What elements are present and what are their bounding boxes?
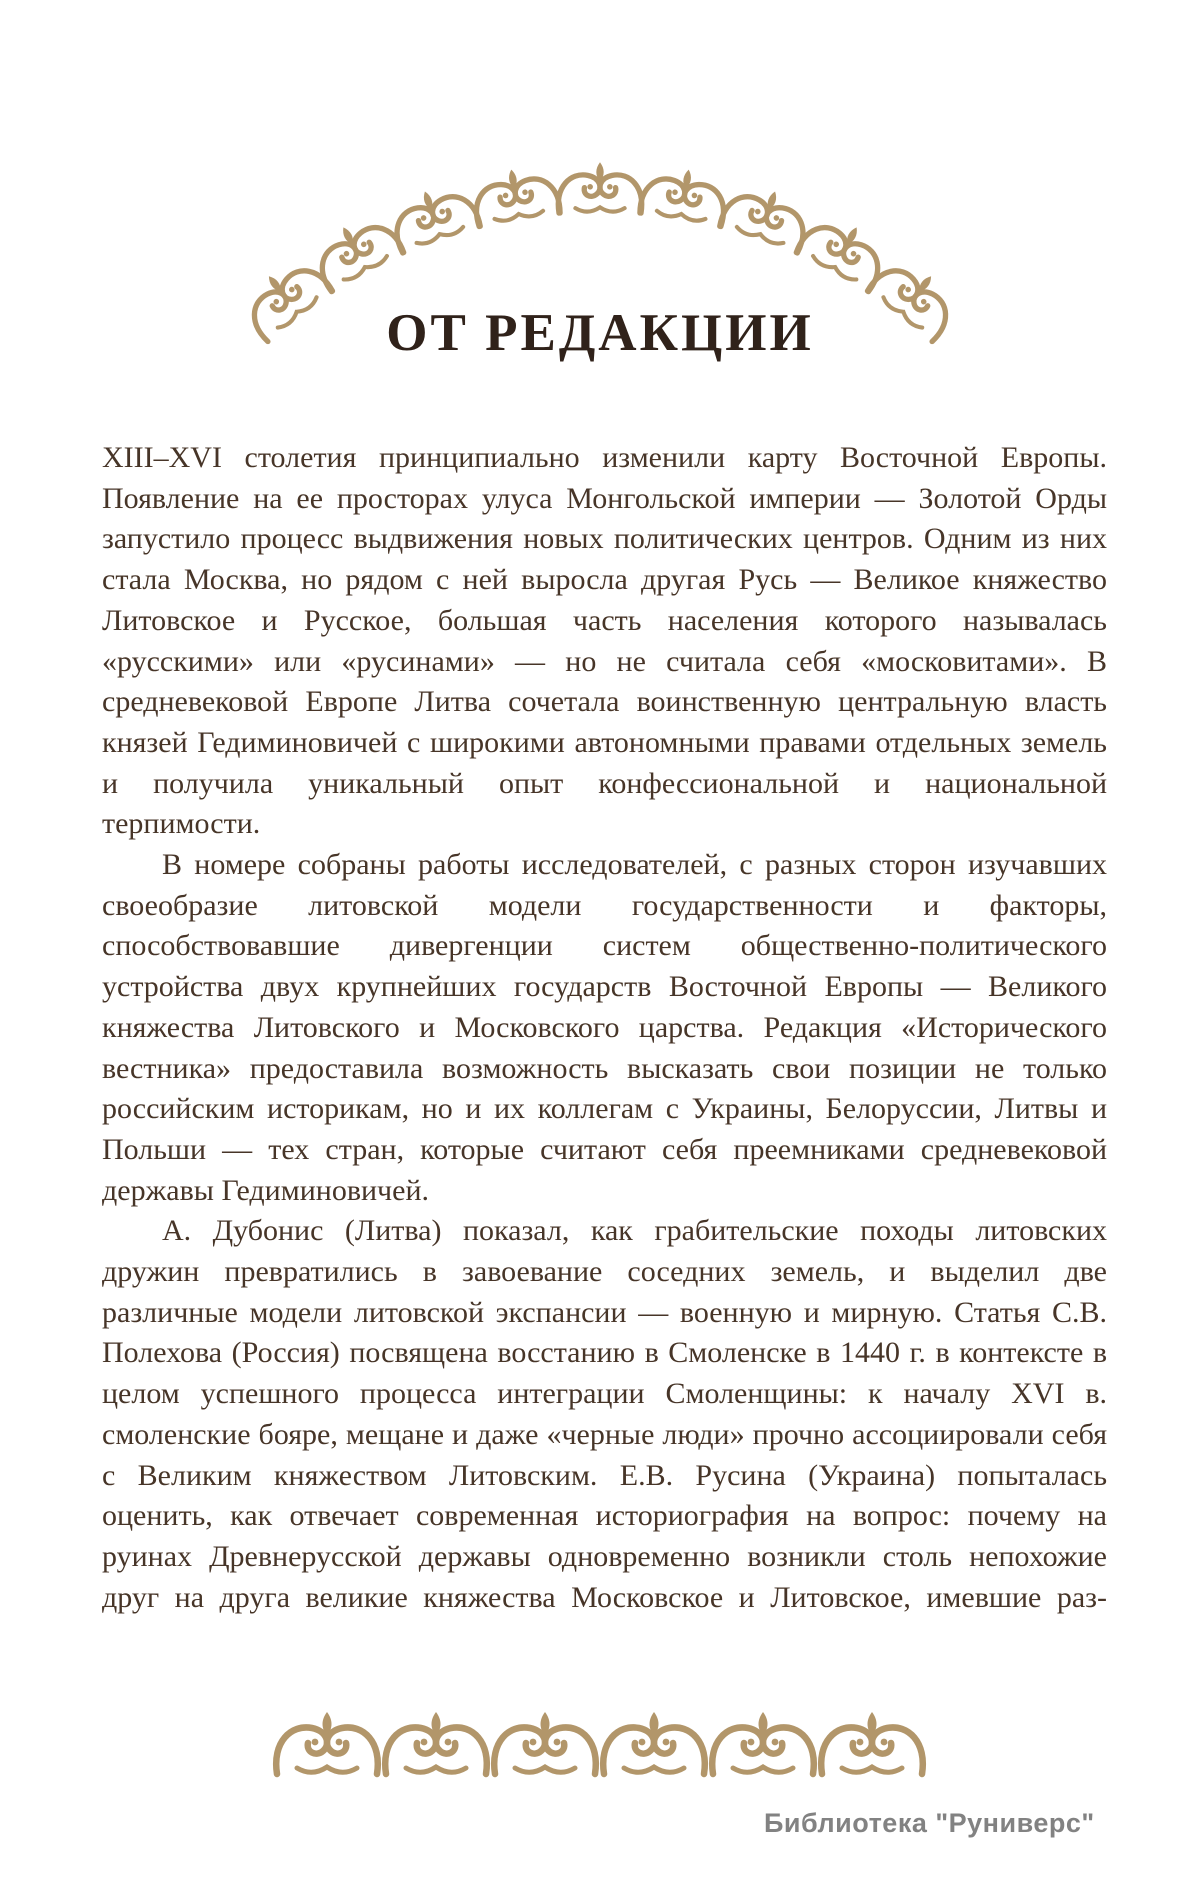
library-watermark: Библиотека "Руниверс" [764,1808,1095,1838]
body-paragraph-3: А. Дубонис (Литва) показал, как грабительские походы литовских дружин превратились в завоевание соседних земель, и выделил две различные модели литовской экспансии — военную и мирную. Статья С.В. Полехова (Россия) посвящена восстанию в Смоленске в 1440 г. в контексте в целом успешного процесса интеграции Смоленщины: к началу XVI в. смоленские бояре, мещане и даже «черные люди» прочно ассоциировали себя с Великим княжеством Литовским. Е.В. Русина (Украина) попыталась оценить, как отвечает современная историография на вопрос: почему на руинах Древнерусской державы одновременно возникли столь непохожие друг на друга великие княжества Московское и Литовское, имевшие раз- [102,1214,1107,1614]
scroll-band-row [276,1712,923,1774]
body-paragraph-2: В номере собраны работы исследователей, с разных сторон изучавших своеобразие литовской модели государственности и факторы, способствовавшие дивергенции систем общественно-политического устройства двух крупнейших государств Восточной Европы — Великого княжества Литовского и Московского царства. Редакция «Исторического вестника» предоставила возможность высказать свои позиции не только российским историкам, но и их коллегам с Украины, Белоруссии, Литвы и Польши — тех стран, которые считают себя преемниками средневековой державы Гедиминовичей. [102,848,1107,1207]
bottom-scroll-band-ornament [272,1706,932,1786]
body-text-block [102,438,1107,1618]
page-title: ОТ РЕДАКЦИИ [386,304,814,362]
body-paragraph-1: XIII–XVI столетия принципиально изменили карту Восточной Европы. Появление на ее просторах улуса Монгольской империи — Золотой Орды запустило процесс выдвижения новых политических центров. Одним из них стала Москва, но рядом с ней выросла другая Русь — Великое княжество Литовское и Русское, большая часть населения которого называлась «русскими» или «русинами» — но не считала себя «московитами». В средневековой Европе Литва сочетала воинственную центральную власть князей Гедиминовичей с широкими автономными правами отдельных земель и получила уникальный опыт конфессиональной и национальной терпимости. [102,441,1107,841]
